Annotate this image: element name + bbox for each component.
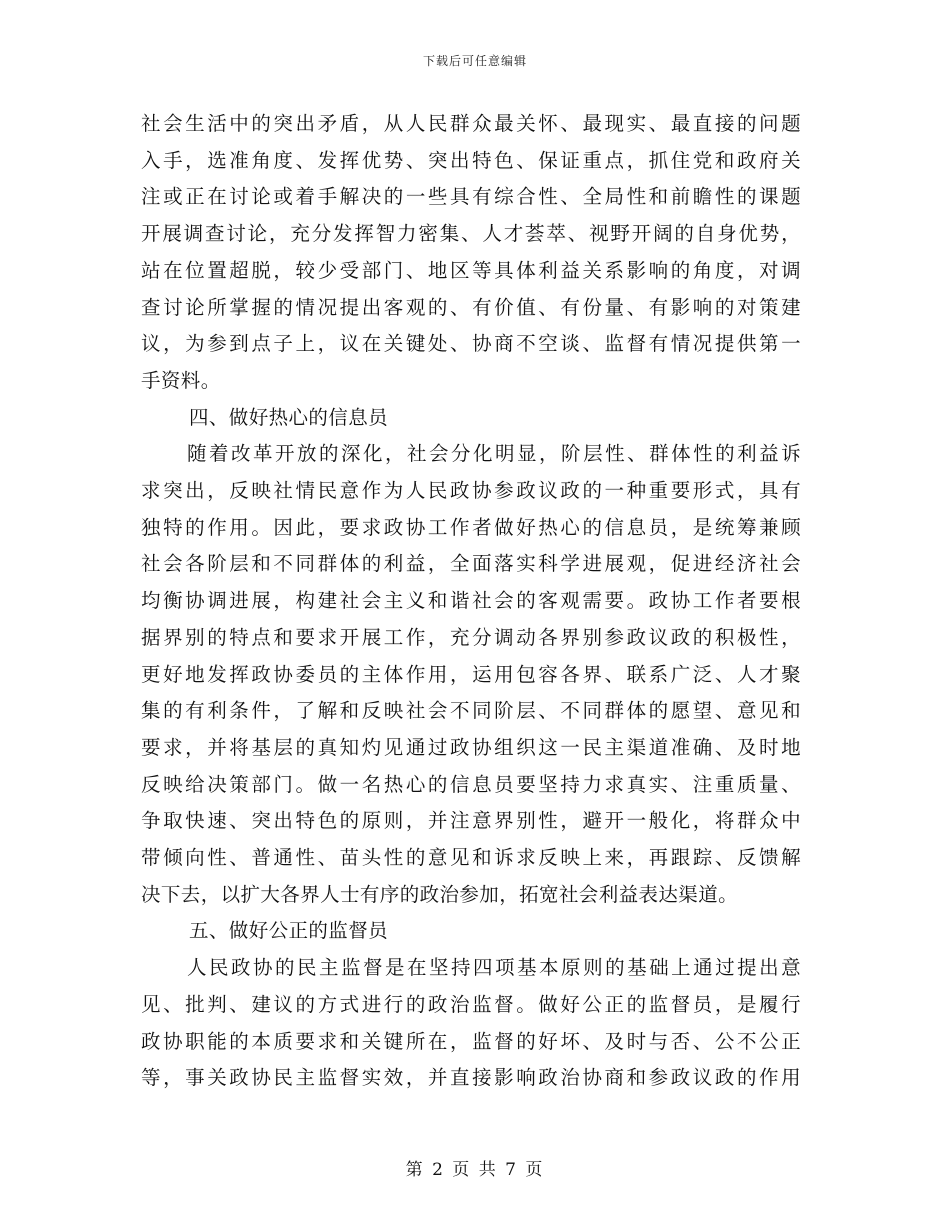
- body-line: 带倾向性、普通性、苗头性的意见和诉求反映上来，再跟踪、反馈解: [141, 846, 801, 870]
- section-heading-5: 五、做好公正的监督员: [189, 919, 389, 943]
- body-line: 等，事关政协民主监督实效，并直接影响政治协商和参政议政的作用: [141, 1066, 801, 1090]
- body-line: 独特的作用。因此，要求政协工作者做好热心的信息员，是统筹兼顾: [141, 515, 801, 539]
- body-line: 反映给决策部门。做一名热心的信息员要坚持力求真实、注重质量、: [141, 772, 801, 796]
- paragraph-first-line: 人民政协的民主监督是在坚持四项基本原则的基础上通过提出意: [187, 956, 801, 980]
- body-line: 均衡协调进展，构建社会主义和谐社会的客观需要。政协工作者要根: [141, 589, 801, 613]
- body-line: 争取快速、突出特色的原则，并注意界别性，避开一般化，将群众中: [141, 809, 801, 833]
- document-body: [141, 106, 801, 1097]
- body-line: 站在位置超脱，较少受部门、地区等具体利益关系影响的角度，对调: [141, 258, 801, 282]
- body-line: 求突出，反映社情民意作为人民政协参政议政的一种重要形式，具有: [141, 479, 801, 503]
- body-line: 查讨论所掌握的情况提出客观的、有价值、有份量、有影响的对策建: [141, 295, 801, 319]
- body-line: 开展调查讨论，充分发挥智力密集、人才荟萃、视野开阔的自身优势，: [141, 222, 801, 246]
- body-line: 政协职能的本质要求和关键所在，监督的好坏、及时与否、公不公正: [141, 1029, 801, 1053]
- body-line: 要求，并将基层的真知灼见通过政协组织这一民主渠道准确、及时地: [141, 735, 801, 759]
- paragraph-first-line: 随着改革开放的深化，社会分化明显，阶层性、群体性的利益诉: [187, 442, 801, 466]
- body-line: 集的有利条件，了解和反映社会不同阶层、不同群体的愿望、意见和: [141, 699, 801, 723]
- body-line: 决下去，以扩大各界人士有序的政治参加，拓宽社会利益表达渠道。: [141, 882, 739, 906]
- body-line: 据界别的特点和要求开展工作，充分调动各界别参政议政的积极性，: [141, 625, 801, 649]
- section-heading-4: 四、做好热心的信息员: [189, 405, 389, 429]
- body-line: 更好地发挥政协委员的主体作用，运用包容各界、联系广泛、人才聚: [141, 662, 801, 686]
- body-line: 社会各阶层和不同群体的利益，全面落实科学进展观，促进经济社会: [141, 552, 801, 576]
- body-line: 入手，选准角度、发挥优势、突出特色、保证重点，抓住党和政府关: [141, 148, 801, 172]
- body-line: 手资料。: [141, 368, 221, 392]
- page-header: 下载后可任意编辑: [422, 54, 527, 68]
- body-line: 见、批判、建议的方式进行的政治监督。做好公正的监督员，是履行: [141, 992, 801, 1016]
- body-line: 社会生活中的突出矛盾，从人民群众最关怀、最现实、最直接的问题: [141, 112, 801, 135]
- body-line: 议，为参到点子上，议在关键处、协商不空谈、监督有情况提供第一: [141, 332, 801, 356]
- page-footer: 第 2 页 共 7 页: [405, 1160, 545, 1180]
- body-line: 注或正在讨论或着手解决的一些具有综合性、全局性和前瞻性的课题: [141, 185, 801, 209]
